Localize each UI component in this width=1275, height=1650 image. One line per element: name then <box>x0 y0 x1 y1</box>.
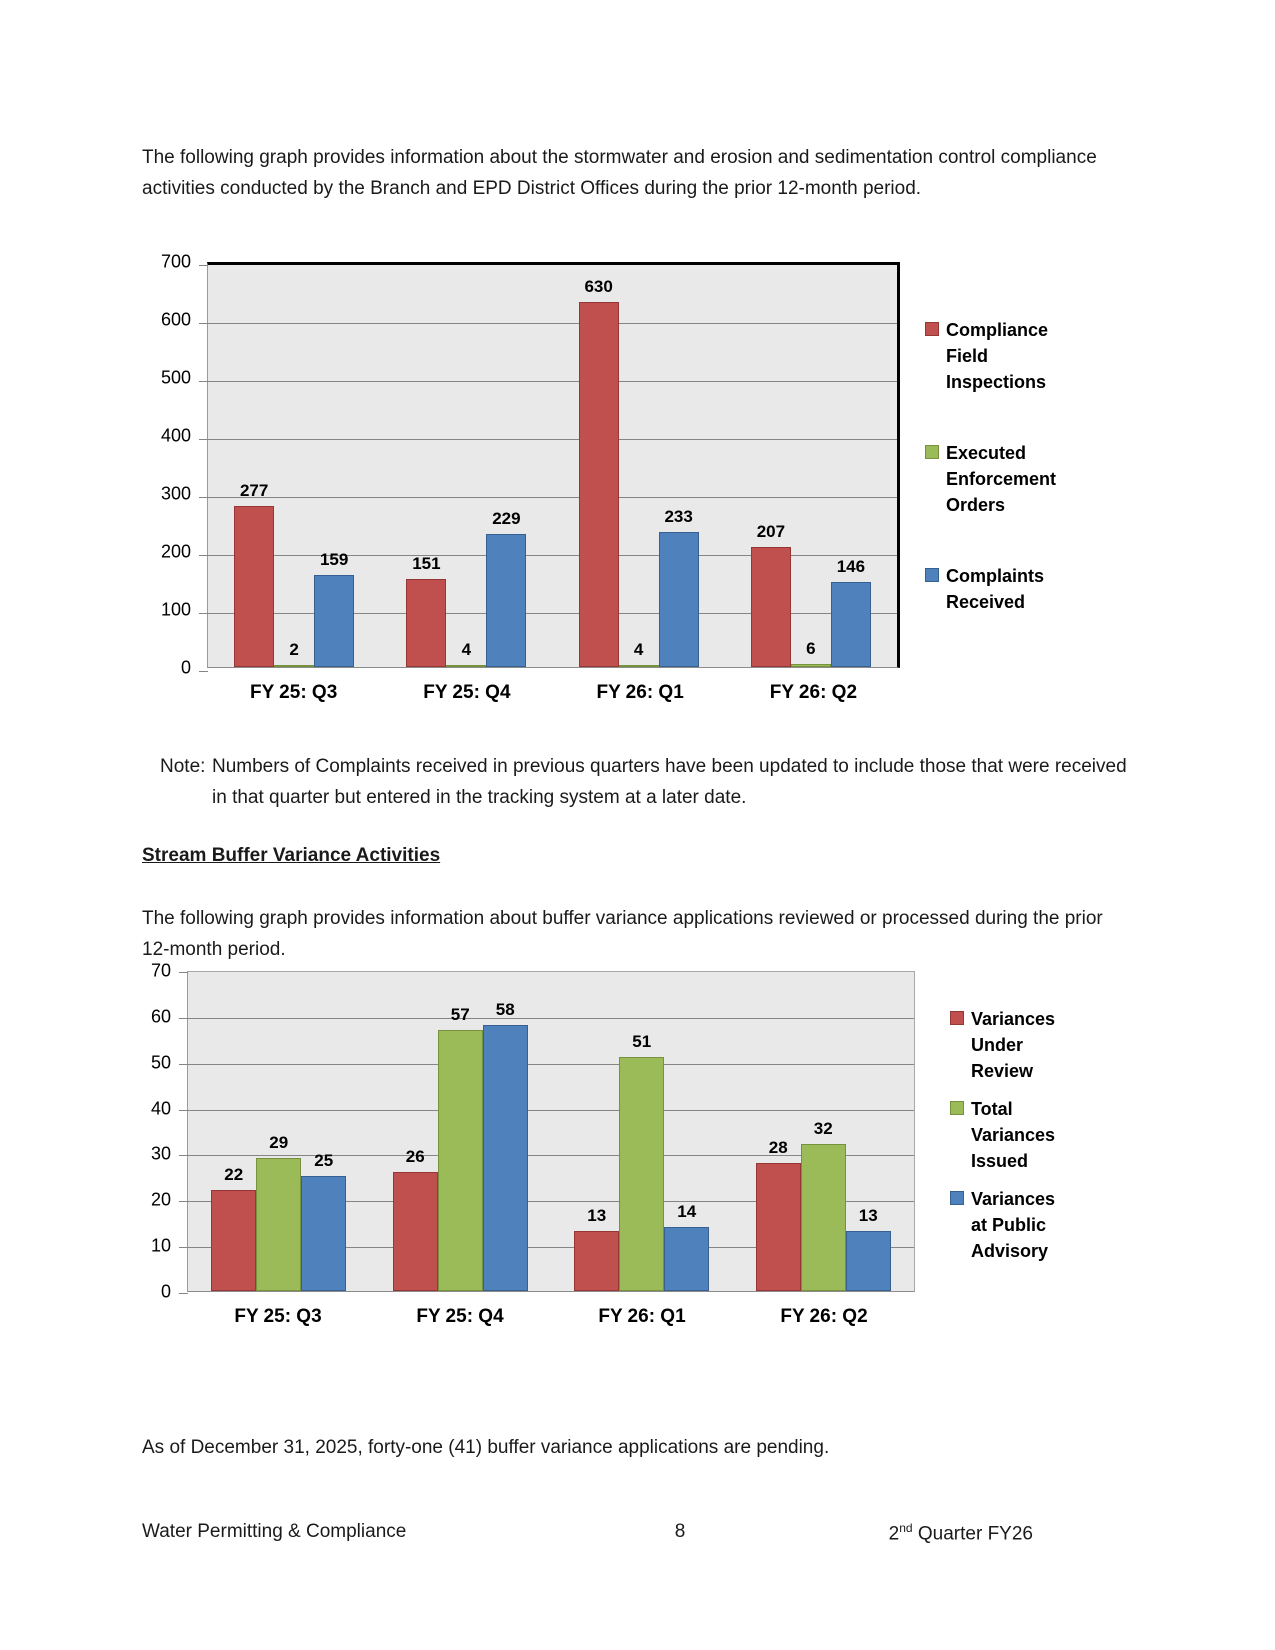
legend-marker-icon <box>925 568 939 582</box>
legend-item <box>950 1006 1065 1084</box>
bar-value-label: 630 <box>584 277 613 296</box>
note-paragraph <box>160 751 1133 813</box>
y-axis-tick <box>199 613 208 614</box>
bar <box>579 277 619 667</box>
y-axis-label: 0 <box>160 1281 171 1302</box>
bar <box>801 1119 846 1291</box>
bar <box>659 507 699 667</box>
bar <box>486 509 526 667</box>
bar-value-label: 57 <box>450 1005 470 1024</box>
legend-label: Variances at Public Advisory <box>971 1189 1056 1261</box>
y-axis-label: 40 <box>150 1098 171 1119</box>
bar-value-label: 146 <box>836 557 866 576</box>
chart-legend <box>915 971 1065 1264</box>
footer-page-number: 8 <box>674 1521 686 1542</box>
category-label: FY 25: Q4 <box>416 1306 504 1327</box>
y-axis-tick <box>179 1293 188 1294</box>
bar-value-label: 58 <box>495 1000 515 1019</box>
y-axis-label: 700 <box>160 251 191 272</box>
section-heading: Stream Buffer Variance Activities <box>142 845 441 866</box>
bar <box>756 1138 801 1291</box>
bar-value-label: 4 <box>461 640 472 659</box>
category-label: FY 26: Q1 <box>598 1306 686 1327</box>
y-axis-tick <box>199 671 208 672</box>
note-label: Note: <box>160 756 206 777</box>
y-axis-label: 600 <box>160 309 191 330</box>
y-axis-tick <box>199 381 208 382</box>
y-axis-label: 500 <box>160 367 191 388</box>
bar-value-label: 28 <box>768 1138 788 1157</box>
bar-group <box>380 265 552 667</box>
chart-legend <box>900 262 1060 615</box>
bar <box>393 1147 438 1291</box>
y-axis <box>142 960 187 1302</box>
y-axis-label: 300 <box>160 483 191 504</box>
bar-value-label: 229 <box>492 509 521 528</box>
y-axis-tick <box>179 1110 188 1111</box>
bar <box>234 481 274 667</box>
y-axis-label: 400 <box>160 425 191 446</box>
y-axis-label: 20 <box>150 1189 171 1210</box>
second-paragraph: The following graph provides information about buffer variance applications reviewed or processed during the prior 12-month period. <box>142 908 1103 960</box>
legend-label: Executed Enforcement Orders <box>946 443 1057 515</box>
y-axis-label: 30 <box>150 1143 171 1164</box>
bar <box>619 1032 664 1291</box>
bar-value-label: 4 <box>633 640 644 659</box>
y-axis-tick <box>179 1247 188 1248</box>
bar-group <box>188 972 370 1291</box>
plot-area <box>187 971 915 1292</box>
bar-value-label: 14 <box>677 1202 697 1221</box>
y-axis-tick <box>179 972 188 973</box>
category-label: FY 26: Q1 <box>596 682 684 703</box>
legend-item <box>950 1096 1065 1174</box>
legend-marker-icon <box>950 1011 964 1025</box>
y-axis <box>142 251 207 678</box>
bar-group <box>208 265 380 667</box>
buffer-variance-chart <box>142 960 1065 1328</box>
intro-paragraph: The following graph provides information about the stormwater and erosion and sedimentation control compliance activities conducted by the Branch and EPD District Offices during the prior 12-month period. <box>142 147 1097 199</box>
bar-value-label: 13 <box>587 1206 607 1225</box>
y-axis-label: 0 <box>180 657 191 678</box>
legend-marker-icon <box>950 1101 964 1115</box>
bar <box>574 1206 619 1291</box>
y-axis-tick <box>179 1155 188 1156</box>
bar-value-label: 29 <box>269 1133 289 1152</box>
legend-item <box>950 1186 1065 1264</box>
bar-value-label: 25 <box>314 1151 334 1170</box>
legend-marker-icon <box>925 445 939 459</box>
legend-marker-icon <box>925 322 939 336</box>
legend-label: Complaints Received <box>946 566 1045 612</box>
y-axis-tick <box>199 323 208 324</box>
bar <box>664 1202 709 1291</box>
y-axis-tick <box>179 1201 188 1202</box>
bar-value-label: 233 <box>664 507 693 526</box>
y-axis-tick <box>199 555 208 556</box>
bar <box>301 1151 346 1291</box>
legend-item <box>925 440 1060 518</box>
bar <box>274 640 314 667</box>
bar <box>438 1005 483 1291</box>
category-label: FY 26: Q2 <box>769 682 858 703</box>
bar-group <box>551 972 733 1291</box>
bar <box>256 1133 301 1291</box>
bar-value-label: 2 <box>289 640 299 659</box>
bar-value-label: 32 <box>813 1119 833 1138</box>
bar-value-label: 207 <box>756 522 786 541</box>
y-axis-tick <box>199 265 208 266</box>
x-axis <box>187 1306 915 1328</box>
footer-right: 2nd Quarter FY26 <box>888 1521 1033 1545</box>
x-axis <box>207 682 900 704</box>
bar-group <box>553 265 725 667</box>
y-axis-label: 200 <box>160 541 191 562</box>
y-axis-label: 10 <box>150 1235 171 1256</box>
bar-value-label: 277 <box>239 481 269 500</box>
bar <box>791 639 831 667</box>
bar <box>831 557 871 667</box>
y-axis-tick <box>199 439 208 440</box>
bar <box>446 640 486 667</box>
bar-value-label: 151 <box>412 554 441 573</box>
bars-layer <box>208 265 897 667</box>
legend-label: Total Variances Issued <box>971 1099 1056 1171</box>
bar-value-label: 22 <box>224 1165 244 1184</box>
bar <box>619 640 659 667</box>
footer-right-superscript: nd <box>899 1521 913 1535</box>
bar <box>406 554 446 667</box>
bar-value-label: 159 <box>319 550 349 569</box>
y-axis-label: 60 <box>150 1006 171 1027</box>
y-axis-label: 50 <box>150 1052 171 1073</box>
category-label: FY 25: Q3 <box>249 682 338 703</box>
bar-value-label: 13 <box>858 1206 878 1225</box>
bar <box>483 1000 528 1291</box>
page-footer <box>142 1521 1033 1545</box>
category-label: FY 26: Q2 <box>780 1306 868 1327</box>
y-axis-tick <box>199 497 208 498</box>
bar-value-label: 51 <box>632 1032 652 1051</box>
footer-left: Water Permitting & Compliance <box>142 1521 407 1542</box>
bar <box>751 522 791 667</box>
legend-item <box>925 563 1060 615</box>
note-text: Numbers of Complaints received in previous quarters have been updated to include those that were received in that quarter but entered in the tracking system at a later date. <box>212 756 1127 808</box>
closing-paragraph: As of December 31, 2025, forty-one (41) buffer variance applications are pending. <box>142 1437 830 1458</box>
compliance-activity-chart <box>142 251 1060 704</box>
bars-layer <box>188 972 914 1291</box>
legend-marker-icon <box>950 1191 964 1205</box>
bar-value-label: 26 <box>405 1147 425 1166</box>
bar-value-label: 6 <box>806 639 816 658</box>
bar <box>846 1206 891 1291</box>
y-axis-tick <box>179 1018 188 1019</box>
legend-item <box>925 317 1060 395</box>
bar <box>314 550 354 667</box>
bar-group <box>733 972 915 1291</box>
category-label: FY 25: Q3 <box>234 1306 322 1327</box>
plot-area <box>207 262 900 668</box>
bar <box>211 1165 256 1291</box>
bar-group <box>370 972 552 1291</box>
y-axis-label: 100 <box>160 599 191 620</box>
y-axis-label: 70 <box>150 960 171 981</box>
y-axis-tick <box>179 1064 188 1065</box>
bar-group <box>725 265 897 667</box>
legend-label: Variances Under Review <box>971 1009 1056 1081</box>
category-label: FY 25: Q4 <box>423 682 511 703</box>
legend-label: Compliance Field Inspections <box>946 320 1049 392</box>
